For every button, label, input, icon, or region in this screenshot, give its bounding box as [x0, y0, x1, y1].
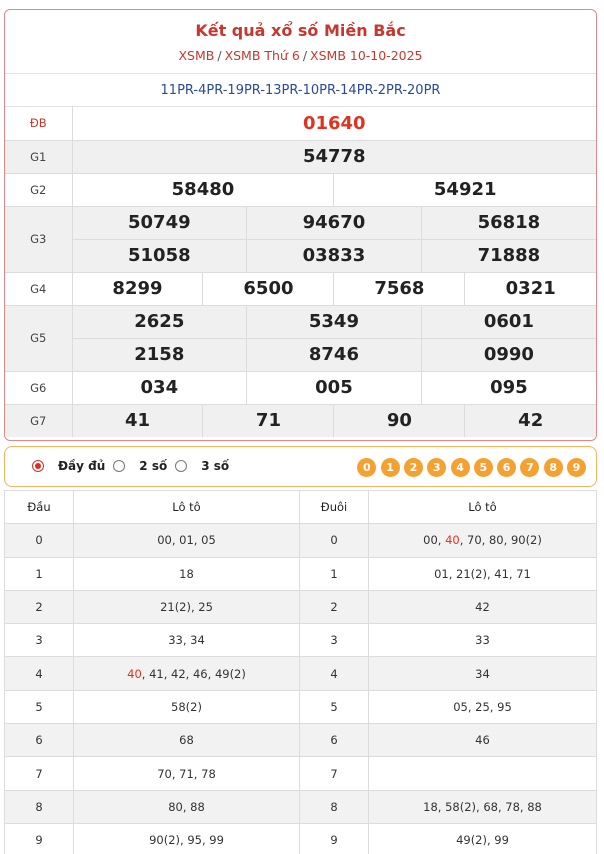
- digit-button-1[interactable]: 1: [381, 458, 400, 477]
- duoi-cell: 4: [300, 657, 369, 690]
- prize-number: 034: [72, 371, 247, 404]
- duoi-cell: 6: [300, 724, 369, 757]
- table-row: [5, 590, 597, 623]
- table-row: [5, 823, 597, 854]
- display-mode-group: [32, 459, 237, 473]
- row-g5b: [5, 338, 596, 371]
- prize-number: 50749: [72, 206, 247, 239]
- table-row: [5, 657, 597, 690]
- duoi-cell: 7: [300, 757, 369, 790]
- prize-number: 94670: [247, 206, 422, 239]
- digit-button-0[interactable]: 0: [357, 458, 376, 477]
- duoi-cell: 3: [300, 624, 369, 657]
- table-row: [5, 790, 597, 823]
- page-title: Kết quả xổ số Miền Bắc: [195, 21, 406, 40]
- prize-label: G3: [5, 206, 72, 272]
- duoi-cell: 1: [300, 557, 369, 590]
- duoi-cell: 2: [300, 590, 369, 623]
- breadcrumb-separator: /: [302, 48, 308, 63]
- breadcrumb-separator: /: [217, 48, 222, 63]
- prize-label: G5: [5, 305, 72, 371]
- prize-number: 7568: [334, 272, 465, 305]
- dau-cell: 1: [5, 557, 74, 590]
- prize-number: 2625: [72, 305, 247, 338]
- col-header-duoi: Đuôi: [300, 491, 369, 524]
- digit-button-8[interactable]: 8: [544, 458, 563, 477]
- prize-label: G7: [5, 404, 72, 437]
- loto-values-cell: 40, 41, 42, 46, 49(2): [74, 657, 300, 690]
- dau-cell: 9: [5, 823, 74, 854]
- loto-values-cell: 90(2), 95, 99: [74, 823, 300, 854]
- dau-cell: 4: [5, 657, 74, 690]
- prize-number: 51058: [72, 239, 247, 272]
- dau-cell: 5: [5, 690, 74, 723]
- dau-cell: 3: [5, 624, 74, 657]
- prize-number: 095: [421, 371, 596, 404]
- loto-values-cell: 34: [369, 657, 597, 690]
- prize-number: 005: [247, 371, 422, 404]
- prize-number: 8746: [247, 338, 422, 371]
- row-g5: [5, 305, 596, 338]
- loto-table: [4, 490, 597, 854]
- prize-number: 8299: [72, 272, 203, 305]
- prize-number: 6500: [203, 272, 334, 305]
- duoi-cell: 8: [300, 790, 369, 823]
- loto-values-cell: [369, 757, 597, 790]
- duoi-cell: 9: [300, 823, 369, 854]
- loto-values-cell: 58(2): [74, 690, 300, 723]
- breadcrumb-xsmb-thu6[interactable]: XSMB Thứ 6: [224, 48, 300, 63]
- loto-values-cell: 49(2), 99: [369, 823, 597, 854]
- prize-label: G2: [5, 173, 72, 206]
- duoi-cell: 0: [300, 524, 369, 557]
- highlighted-number: 40: [445, 533, 460, 548]
- results-table: [5, 107, 596, 437]
- loto-values-cell: 00, 01, 05: [74, 524, 300, 557]
- prize-number: 0601: [421, 305, 596, 338]
- loto-values-cell: 33: [369, 624, 597, 657]
- prize-codes: 11PR-4PR-19PR-13PR-10PR-14PR-2PR-20PR: [5, 74, 596, 107]
- row-g4: [5, 272, 596, 305]
- prize-label: G4: [5, 272, 72, 305]
- dau-cell: 6: [5, 724, 74, 757]
- breadcrumb: [5, 48, 596, 64]
- prize-label: G1: [5, 140, 72, 173]
- display-filter-bar: [4, 446, 597, 487]
- prize-number-db: 01640: [72, 107, 596, 140]
- row-g1: [5, 140, 596, 173]
- loto-values-cell: 80, 88: [74, 790, 300, 823]
- prize-number: 0990: [421, 338, 596, 371]
- breadcrumb-xsmb[interactable]: XSMB: [178, 48, 215, 63]
- prize-number: 56818: [421, 206, 596, 239]
- radio-full[interactable]: [32, 460, 44, 472]
- digit-button-9[interactable]: 9: [567, 458, 586, 477]
- loto-values-cell: 42: [369, 590, 597, 623]
- radio-label-full[interactable]: Đầy đủ: [58, 459, 106, 473]
- prize-number: 54778: [72, 140, 596, 173]
- radio-3-digit[interactable]: [175, 460, 187, 472]
- loto-values-cell: 01, 21(2), 41, 71: [369, 557, 597, 590]
- prize-number: 71888: [421, 239, 596, 272]
- prize-number: 42: [465, 404, 596, 437]
- results-card: [4, 9, 597, 441]
- row-g3: [5, 206, 596, 239]
- row-g3b: [5, 239, 596, 272]
- col-header-dau: Đầu: [5, 491, 74, 524]
- dau-cell: 7: [5, 757, 74, 790]
- table-row: [5, 524, 597, 557]
- loto-values-cell: 68: [74, 724, 300, 757]
- radio-2-digit[interactable]: [113, 460, 125, 472]
- table-row: [5, 724, 597, 757]
- table-row: [5, 757, 597, 790]
- table-row: [5, 557, 597, 590]
- prize-number: 41: [72, 404, 203, 437]
- duoi-cell: 5: [300, 690, 369, 723]
- loto-values-cell: 33, 34: [74, 624, 300, 657]
- digit-button-3[interactable]: 3: [427, 458, 446, 477]
- digit-button-6[interactable]: 6: [497, 458, 516, 477]
- dau-cell: 2: [5, 590, 74, 623]
- row-db: [5, 107, 596, 140]
- results-header: [5, 10, 596, 74]
- row-g2: [5, 173, 596, 206]
- dau-cell: 8: [5, 790, 74, 823]
- row-g7: [5, 404, 596, 437]
- loto-values-cell: 46: [369, 724, 597, 757]
- loto-values-cell: 70, 71, 78: [74, 757, 300, 790]
- dau-cell: 0: [5, 524, 74, 557]
- digit-button-5[interactable]: 5: [474, 458, 493, 477]
- prize-number: 2158: [72, 338, 247, 371]
- prize-number: 90: [334, 404, 465, 437]
- prize-number: 5349: [247, 305, 422, 338]
- digit-button-4[interactable]: 4: [451, 458, 470, 477]
- radio-label-3-digit[interactable]: 3 số: [201, 459, 230, 473]
- breadcrumb-xsmb-date[interactable]: XSMB 10-10-2025: [310, 48, 423, 63]
- col-header-loto-duoi: Lô tô: [369, 491, 597, 524]
- loto-values-cell: 21(2), 25: [74, 590, 300, 623]
- table-row: [5, 624, 597, 657]
- radio-label-2-digit[interactable]: 2 số: [139, 459, 168, 473]
- digit-filter-buttons: [353, 458, 586, 477]
- loto-values-cell: 00, 40, 70, 80, 90(2): [369, 524, 597, 557]
- prize-number: 58480: [72, 173, 334, 206]
- col-header-loto-dau: Lô tô: [74, 491, 300, 524]
- loto-values-cell: 18, 58(2), 68, 78, 88: [369, 790, 597, 823]
- table-row: [5, 690, 597, 723]
- loto-header-row: [5, 491, 597, 524]
- prize-label: G6: [5, 371, 72, 404]
- digit-button-2[interactable]: 2: [404, 458, 423, 477]
- prize-label: ĐB: [5, 107, 72, 140]
- highlighted-number: 40: [127, 666, 142, 681]
- loto-values-cell: 18: [74, 557, 300, 590]
- loto-values-cell: 05, 25, 95: [369, 690, 597, 723]
- prize-number: 0321: [465, 272, 596, 305]
- row-g6: [5, 371, 596, 404]
- prize-number: 03833: [247, 239, 422, 272]
- digit-button-7[interactable]: 7: [520, 458, 539, 477]
- prize-number: 54921: [334, 173, 596, 206]
- prize-number: 71: [203, 404, 334, 437]
